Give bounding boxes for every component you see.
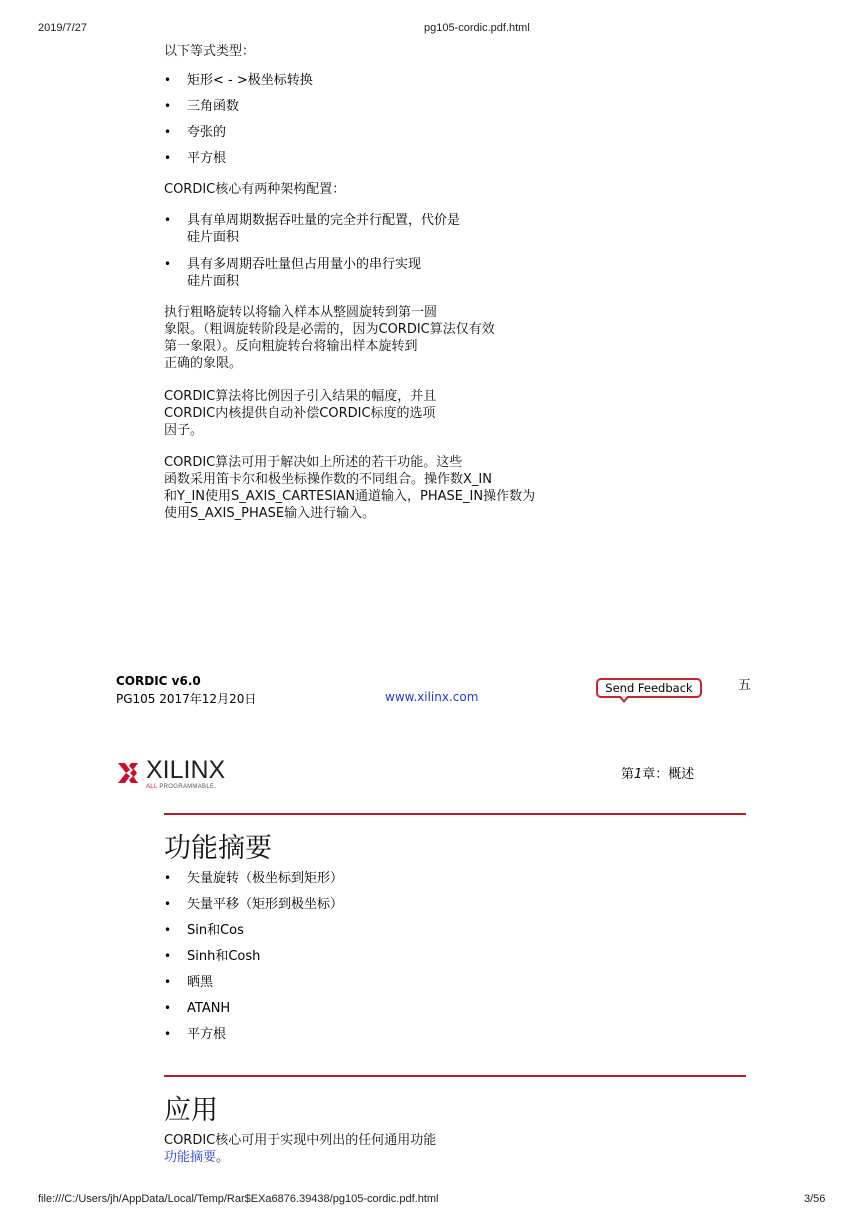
send-feedback-button[interactable]: Send Feedback — [596, 678, 702, 698]
logo-wordmark: XILINX — [146, 756, 226, 784]
list-item: • Sinh和Cosh — [164, 949, 261, 964]
arch-intro: CORDIC核心有两种架构配置： — [164, 182, 346, 197]
applications-paragraph: CORDIC核心可用于实现中列出的任何通用功能 功能摘要。 — [164, 1133, 437, 1165]
print-file-path: file:///C:/Users/jh/AppData/Local/Temp/Rar$EXa6876.39438/pg105-cordic.pdf.html — [38, 1193, 439, 1205]
print-date: 2019/7/27 — [38, 22, 87, 34]
print-title: pg105-cordic.pdf.html — [424, 22, 530, 34]
list-item: • 矩形< - >极坐标转换 — [164, 73, 313, 88]
page-number: 五 — [738, 678, 752, 693]
section-divider — [164, 1075, 746, 1077]
list-item: • 具有多周期吞吐量但占用量小的串行实现 硅片面积 — [164, 257, 422, 289]
list-item: • 平方根 — [164, 151, 227, 166]
coarse-rotation-paragraph: 执行粗略旋转以将输入样本从整圆旋转到第一圆 象限。（粗调旋转阶段是必需的，因为CORDIC算法仅有效 第一象限）。反向粗旋转台将输出样本旋转到 正确的象限。 — [164, 305, 495, 371]
list-item: • 矢量旋转（极坐标到矩形） — [164, 871, 344, 886]
list-item: • Sin和Cos — [164, 923, 244, 938]
equation-type-list — [164, 72, 313, 176]
list-item: • 具有单周期数据吞吐量的完全并行配置，代价是 硅片面积 — [164, 213, 461, 245]
arch-list — [164, 212, 460, 300]
list-item: • 三角函数 — [164, 99, 240, 114]
scaling-paragraph: CORDIC算法将比例因子引入结果的幅度，并且 CORDIC内核提供自动补偿CORDIC标度的选项 因子。 — [164, 389, 437, 438]
list-item: • 夸张的 — [164, 125, 227, 140]
print-page-count: 3/56 — [804, 1193, 826, 1205]
chapter-label: 第1章：概述 — [621, 767, 695, 782]
logo-tagline: ALL PROGRAMMABLE. — [146, 784, 217, 790]
footer-doc-id: PG105 2017年12月20日 — [116, 692, 257, 706]
footer-website-link[interactable]: www.xilinx.com — [385, 690, 479, 704]
intro-text: 以下等式类型： — [164, 44, 256, 59]
feature-summary-link[interactable]: 功能摘要 — [164, 1150, 217, 1165]
list-item: • 矢量平移（矩形到极坐标） — [164, 897, 344, 912]
list-item: • ATANH — [164, 1001, 231, 1016]
feature-list — [164, 870, 343, 1052]
section-divider — [164, 813, 746, 815]
feature-summary-heading: 功能摘要 — [164, 833, 272, 864]
list-item: • 晒黑 — [164, 975, 214, 990]
feedback-bubble-tail-inner — [620, 695, 628, 700]
footer-product: CORDIC v6.0 — [116, 674, 201, 688]
list-item: • 平方根 — [164, 1027, 227, 1042]
applications-heading: 应用 — [164, 1095, 218, 1126]
xilinx-logo-icon — [116, 761, 140, 785]
operands-paragraph: CORDIC算法可用于解决如上所述的若干功能。这些 函数采用笛卡尔和极坐标操作数的不同组合。操作数X_IN 和Y_IN使用S_AXIS_CARTESIAN通道输入，PHASE_IN操作数为 使用S_AXIS_PHASE输入进行输入。 — [164, 455, 536, 521]
